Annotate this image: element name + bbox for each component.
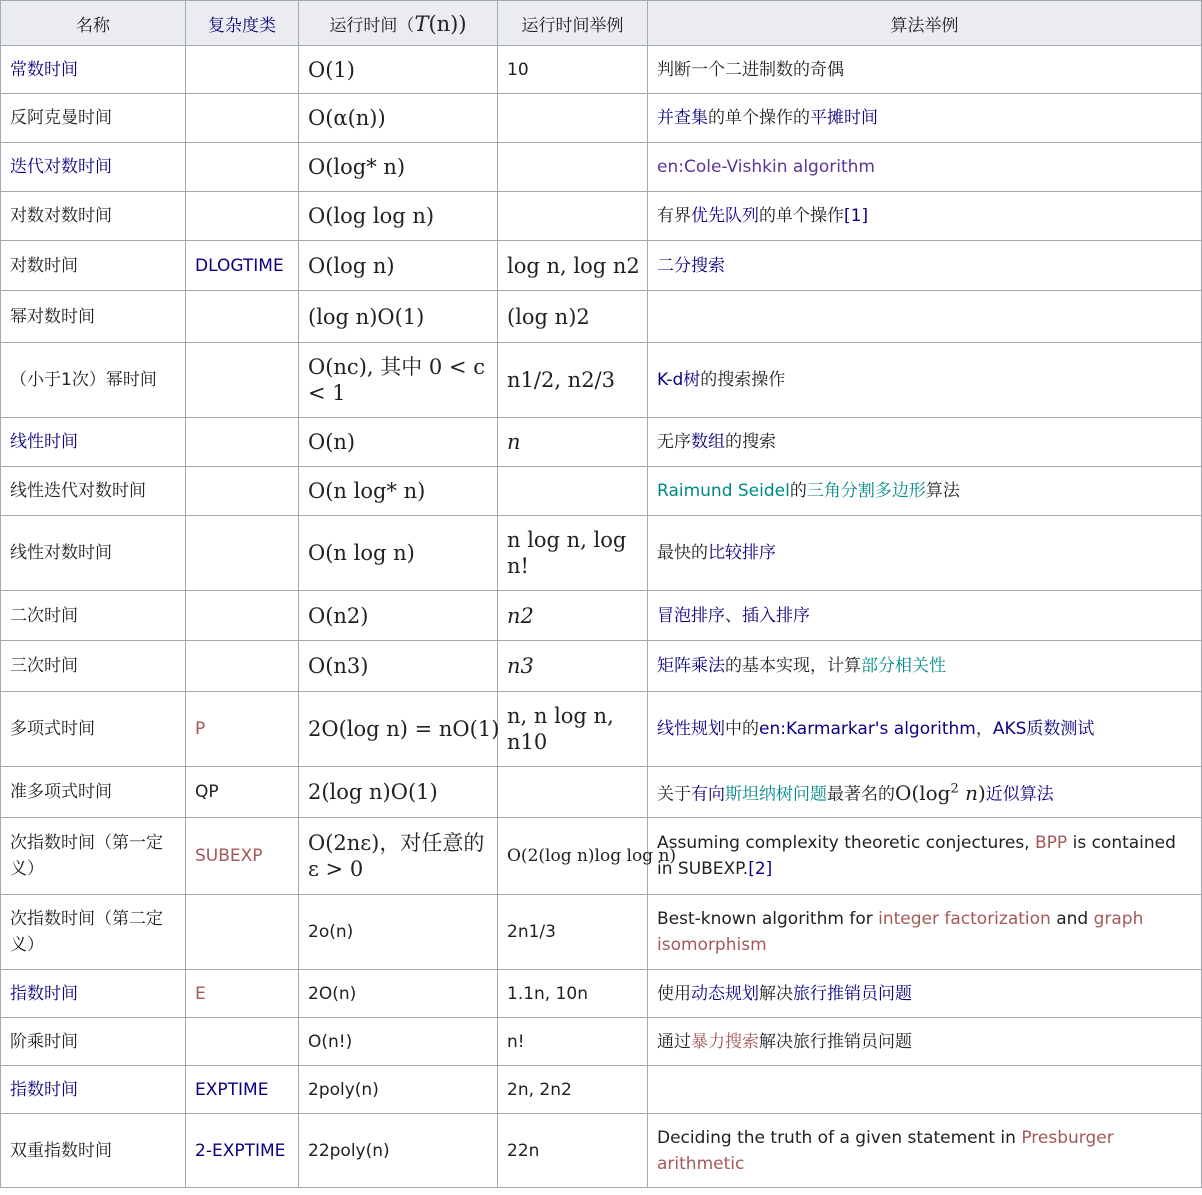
row-name: 次指数时间（第二定义）: [1, 895, 186, 970]
row-class-link[interactable]: P: [186, 692, 299, 767]
row-name: （小于1次）幂时间: [1, 343, 186, 418]
row-algorithm: 线性规划中的en:Karmarkar's algorithm，AKS质数测试: [648, 692, 1202, 767]
ref-2[interactable]: [2]: [748, 859, 773, 879]
table-row: [1, 895, 1202, 970]
row-class: QP: [186, 767, 299, 818]
row-runtime: 2poly(n): [299, 1066, 498, 1114]
link-tsp[interactable]: 旅行推销员问题: [793, 983, 912, 1004]
row-class-link[interactable]: 2-EXPTIME: [186, 1114, 299, 1188]
link-graph-isomorphism[interactable]: graph isomorphism: [657, 909, 1144, 955]
link-bubble-sort[interactable]: 冒泡排序: [657, 605, 725, 626]
row-name: 对数时间: [1, 241, 186, 291]
row-name: 双重指数时间: [1, 1114, 186, 1188]
row-example: (log n)2: [498, 291, 648, 343]
row-name: 多项式时间: [1, 692, 186, 767]
table-row: [1, 818, 1202, 895]
link-priority-queue[interactable]: 优先队列: [691, 206, 759, 226]
row-algorithm: Raimund Seidel的三角分割多边形算法: [648, 467, 1202, 516]
row-class: [186, 516, 299, 591]
row-example: 2n, 2n2: [498, 1066, 648, 1114]
row-example: n2: [498, 591, 648, 641]
link-union-find[interactable]: 并查集: [657, 108, 708, 128]
row-name: 幂对数时间: [1, 291, 186, 343]
row-name: 次指数时间（第一定义）: [1, 818, 186, 895]
row-name: 对数对数时间: [1, 192, 186, 241]
header-class[interactable]: 复杂度类: [186, 1, 299, 46]
header-algorithm-example[interactable]: 算法举例: [648, 1, 1202, 46]
row-example: log n, log n2: [498, 241, 648, 291]
row-class: [186, 591, 299, 641]
row-runtime: O(nc), 其中 0 < c < 1: [299, 343, 498, 418]
row-class: [186, 641, 299, 692]
row-runtime: 2o(n): [299, 895, 498, 970]
row-algorithm-link[interactable]: 二分搜索: [648, 241, 1202, 291]
row-name: 反阿克曼时间: [1, 94, 186, 143]
row-runtime: 2O(n): [299, 970, 498, 1018]
row-name-link[interactable]: 迭代对数时间: [10, 157, 112, 177]
row-algorithm: 最快的比较排序: [648, 516, 1202, 591]
row-algorithm: 关于有向斯坦纳树问题最著名的$O(\log^2$ n)近似算法: [648, 767, 1202, 818]
link-bpp[interactable]: BPP: [1035, 833, 1068, 853]
row-example: [498, 467, 648, 516]
link-brute-force[interactable]: 暴力搜索: [691, 1031, 759, 1052]
row-algorithm: 无序数组的搜索: [648, 418, 1202, 467]
link-integer-factorization[interactable]: integer factorization: [878, 909, 1051, 929]
link-presburger[interactable]: Presburger arithmetic: [657, 1127, 1114, 1174]
row-example: [498, 143, 648, 192]
link-raimund-seidel[interactable]: Raimund Seidel: [657, 481, 790, 501]
row-class: [186, 94, 299, 143]
row-example: n: [498, 418, 648, 467]
table-row: [1, 641, 1202, 692]
row-runtime: O(log log n): [299, 192, 498, 241]
link-linear-programming[interactable]: 线性规划: [657, 719, 725, 739]
link-approximation[interactable]: 近似算法: [985, 784, 1054, 805]
row-runtime: 2(log n)O(1): [299, 767, 498, 818]
row-runtime: O(log* n): [299, 143, 498, 192]
row-algorithm: 冒泡排序、插入排序: [648, 591, 1202, 641]
row-runtime: 2O(log n) = nO(1): [299, 692, 498, 767]
table-row: [1, 94, 1202, 143]
link-aks-primality[interactable]: AKS质数测试: [992, 719, 1095, 739]
row-example: n, n log n, n10: [498, 692, 648, 767]
table-row: [1, 1018, 1202, 1066]
header-runtime[interactable]: 运行时间（T(n)): [299, 1, 498, 46]
table-row: [1, 970, 1202, 1018]
row-class-link[interactable]: E: [186, 970, 299, 1018]
table-row: [1, 1066, 1202, 1114]
row-runtime: (log n)O(1): [299, 291, 498, 343]
row-name: 三次时间: [1, 641, 186, 692]
link-insertion-sort[interactable]: 插入排序: [742, 605, 810, 626]
link-karmarkar[interactable]: en:Karmarkar's algorithm: [759, 719, 976, 739]
row-algorithm-link[interactable]: en:Cole-Vishkin algorithm: [648, 143, 1202, 192]
table-row: [1, 516, 1202, 591]
row-class: [186, 291, 299, 343]
row-example: n!: [498, 1018, 648, 1066]
row-class-link[interactable]: SUBEXP: [186, 818, 299, 895]
row-runtime: O(n!): [299, 1018, 498, 1066]
link-partial-correlation[interactable]: 部分相关性: [861, 656, 946, 676]
row-example: [498, 192, 648, 241]
header-runtime-example[interactable]: 运行时间举例: [498, 1, 648, 46]
row-example: n1/2, n2/3: [498, 343, 648, 418]
row-example: 22n: [498, 1114, 648, 1188]
row-example: [498, 94, 648, 143]
header-name[interactable]: 名称: [1, 1, 186, 46]
row-class-link[interactable]: DLOGTIME: [186, 241, 299, 291]
ref-1[interactable]: [1]: [844, 206, 869, 226]
row-runtime: O(1): [299, 46, 498, 94]
row-algorithm: 矩阵乘法的基本实现，计算部分相关性: [648, 641, 1202, 692]
row-class: [186, 418, 299, 467]
link-directed[interactable]: 有向: [691, 784, 725, 805]
row-algorithm: K-d树的搜索操作: [648, 343, 1202, 418]
row-algorithm: Best-known algorithm for integer factorization and graph isomorphism: [648, 895, 1202, 970]
row-name: 线性对数时间: [1, 516, 186, 591]
row-algorithm: Deciding the truth of a given statement in Presburger arithmetic: [648, 1114, 1202, 1188]
row-name: 准多项式时间: [1, 767, 186, 818]
row-name: 线性迭代对数时间: [1, 467, 186, 516]
link-steiner-tree[interactable]: 斯坦纳树问题: [725, 784, 827, 805]
row-class-link[interactable]: EXPTIME: [186, 1066, 299, 1114]
table-row: [1, 192, 1202, 241]
table-row: [1, 291, 1202, 343]
row-runtime: O(n log* n): [299, 467, 498, 516]
row-runtime: O(log n): [299, 241, 498, 291]
row-name-link[interactable]: 常数时间: [1, 46, 186, 94]
row-runtime: O(n2): [299, 591, 498, 641]
row-algorithm: 有界优先队列的单个操作[1]: [648, 192, 1202, 241]
row-example: n3: [498, 641, 648, 692]
row-class: [186, 467, 299, 516]
row-class: [186, 192, 299, 241]
row-runtime: O(2nε)，对任意的 ε > 0: [299, 818, 498, 895]
table-row: [1, 591, 1202, 641]
row-runtime: 22poly(n): [299, 1114, 498, 1188]
row-runtime: O(n): [299, 418, 498, 467]
row-example: O(2(log n)log log n): [498, 818, 648, 895]
row-name: [1, 143, 186, 192]
link-amortized[interactable]: 平摊: [810, 108, 844, 128]
table-row: [1, 343, 1202, 418]
row-class: [186, 143, 299, 192]
row-example: 10: [498, 46, 648, 94]
row-example: [498, 767, 648, 818]
row-runtime: O(α(n)): [299, 94, 498, 143]
row-algorithm: Assuming complexity theoretic conjectures, BPP is contained in SUBEXP.[2]: [648, 818, 1202, 895]
row-algorithm: [648, 291, 1202, 343]
table-row: [1, 1114, 1202, 1188]
row-name: 二次时间: [1, 591, 186, 641]
link-comparison-sort[interactable]: 比较排序: [708, 543, 776, 563]
link-polygon-triangulation[interactable]: 三角分割多边形: [806, 481, 926, 501]
row-example: n log n, log n!: [498, 516, 648, 591]
row-class: [186, 895, 299, 970]
row-algorithm: 并查集的单个操作的平摊时间: [648, 94, 1202, 143]
row-class: [186, 46, 299, 94]
row-algorithm: 使用动态规划解决旅行推销员问题: [648, 970, 1202, 1018]
table-row: [1, 767, 1202, 818]
row-algorithm: [648, 1066, 1202, 1114]
table-row: [1, 418, 1202, 467]
row-example: 2n1/3: [498, 895, 648, 970]
link-kd-tree[interactable]: K-d树: [657, 370, 701, 390]
link-matrix-multiplication[interactable]: 矩阵乘法: [657, 656, 725, 676]
table-row: [1, 692, 1202, 767]
table-row: [1, 46, 1202, 94]
row-runtime: O(n3): [299, 641, 498, 692]
header-row: [1, 1, 1202, 46]
table-row: [1, 241, 1202, 291]
row-name: 阶乘时间: [1, 1018, 186, 1066]
row-name-link[interactable]: 线性时间: [1, 418, 186, 467]
link-dynamic-programming[interactable]: 动态规划: [691, 983, 759, 1004]
row-algorithm: 判断一个二进制数的奇偶: [648, 46, 1202, 94]
row-name-link[interactable]: 指数时间: [1, 1066, 186, 1114]
table-row: [1, 143, 1202, 192]
link-array[interactable]: 数组: [691, 432, 725, 452]
row-example: 1.1n, 10n: [498, 970, 648, 1018]
row-class: [186, 1018, 299, 1066]
row-class: [186, 343, 299, 418]
row-name-link[interactable]: 指数时间: [1, 970, 186, 1018]
row-algorithm: 通过暴力搜索解决旅行推销员问题: [648, 1018, 1202, 1066]
row-runtime: O(n log n): [299, 516, 498, 591]
table-row: [1, 467, 1202, 516]
